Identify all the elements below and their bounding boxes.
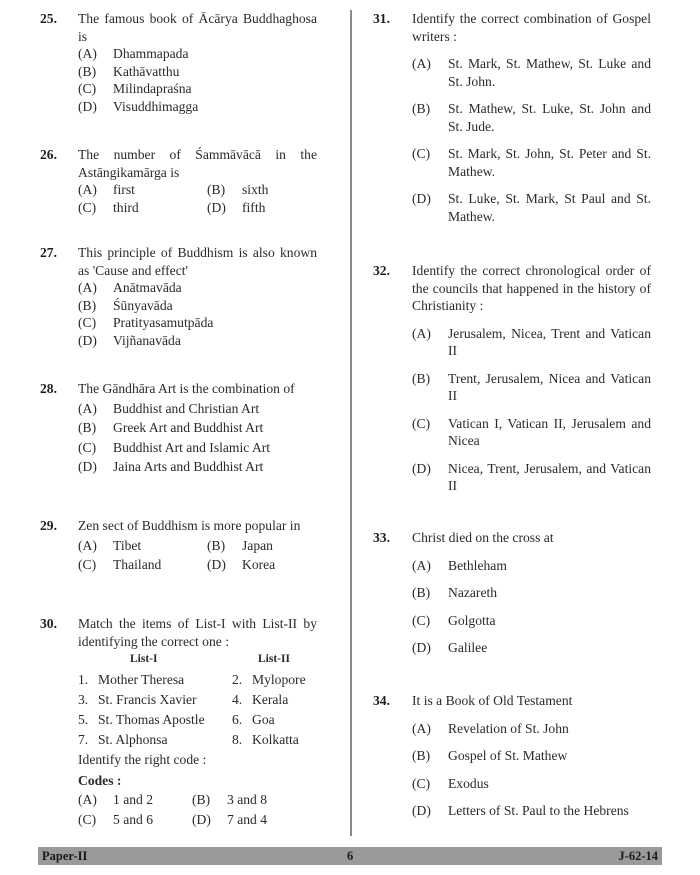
question-number: 30. bbox=[40, 616, 57, 631]
option-c[interactable] bbox=[78, 556, 207, 574]
question-number: 33. bbox=[373, 530, 390, 545]
option-d[interactable] bbox=[78, 98, 317, 116]
option-a[interactable] bbox=[78, 537, 207, 555]
paper-code: J-62-14 bbox=[618, 849, 658, 863]
question-number: 27. bbox=[40, 245, 57, 260]
match-lists bbox=[78, 651, 317, 750]
page-footer bbox=[38, 847, 662, 865]
option-label: (A) bbox=[78, 791, 97, 807]
option-text: Greek Art and Buddhist Art bbox=[113, 420, 264, 435]
option-d[interactable] bbox=[207, 556, 317, 574]
option-text: Bethleham bbox=[448, 557, 507, 573]
question-33 bbox=[373, 529, 651, 657]
option-label: (D) bbox=[412, 191, 431, 206]
option-text: Trent, Jerusalem, Nicea and Vatican II bbox=[448, 370, 651, 403]
identify-code-text: Identify the right code : bbox=[78, 752, 207, 767]
option-label: (A) bbox=[412, 325, 431, 341]
option-label: (B) bbox=[78, 297, 97, 313]
question-29 bbox=[40, 517, 317, 574]
question-stem: The Gāndhāra Art is the combination of bbox=[78, 381, 295, 396]
option-a[interactable] bbox=[78, 279, 317, 297]
option-label: (D) bbox=[78, 98, 97, 114]
option-text: Exodus bbox=[448, 775, 489, 791]
question-stem: It is a Book of Old Testament bbox=[412, 693, 573, 708]
question-number: 28. bbox=[40, 381, 57, 396]
question-stem: Zen sect of Buddhism is more popular in bbox=[78, 518, 301, 533]
option-d[interactable] bbox=[207, 199, 317, 217]
option-text: 5 and 6 bbox=[113, 811, 154, 827]
option-d[interactable] bbox=[412, 802, 651, 820]
option-label: (A) bbox=[78, 400, 97, 416]
option-text: Japan bbox=[242, 537, 273, 553]
option-label: (A) bbox=[412, 56, 431, 71]
option-label: (D) bbox=[192, 811, 211, 827]
list-1-item: St. Alphonsa bbox=[98, 732, 168, 747]
option-c[interactable] bbox=[78, 314, 317, 332]
option-text: third bbox=[113, 199, 139, 215]
option-d[interactable] bbox=[412, 190, 651, 225]
question-30 bbox=[40, 615, 317, 830]
option-label: (A) bbox=[78, 537, 97, 553]
list-row bbox=[78, 710, 317, 730]
option-b[interactable] bbox=[412, 584, 651, 602]
option-b[interactable] bbox=[412, 370, 651, 405]
option-label: (C) bbox=[412, 612, 431, 628]
question-stem: Christ died on the cross at bbox=[412, 530, 554, 545]
option-label: (C) bbox=[78, 557, 97, 572]
option-label: (A) bbox=[78, 46, 97, 61]
option-text: sixth bbox=[242, 182, 269, 197]
list-2-heading: List-II bbox=[258, 653, 290, 665]
list-1-item: St. Francis Xavier bbox=[98, 692, 197, 707]
list-2-number: 8. bbox=[232, 732, 243, 747]
option-c[interactable] bbox=[78, 810, 192, 830]
option-label: (C) bbox=[78, 81, 97, 96]
option-b[interactable] bbox=[412, 747, 651, 765]
column-divider bbox=[350, 10, 352, 836]
option-text: Pratityasamutpāda bbox=[113, 315, 214, 330]
option-text: Dhammapada bbox=[113, 46, 189, 61]
option-a[interactable] bbox=[78, 400, 317, 418]
option-b[interactable] bbox=[78, 297, 317, 315]
page-number: 6 bbox=[347, 849, 354, 863]
option-b[interactable] bbox=[412, 100, 651, 135]
option-text: Vijñanavāda bbox=[113, 332, 181, 348]
option-label: (B) bbox=[192, 791, 211, 807]
question-stem: Identify the correct combination of Gospel writers : bbox=[412, 11, 651, 44]
question-31 bbox=[373, 10, 651, 225]
list-2-item: Kolkatta bbox=[252, 732, 299, 747]
option-c[interactable] bbox=[412, 145, 651, 180]
option-label: (C) bbox=[412, 775, 431, 791]
option-label: (D) bbox=[78, 459, 97, 474]
option-d[interactable] bbox=[412, 639, 651, 657]
option-text: Vatican I, Vatican II, Jerusalem and Nicea bbox=[448, 415, 651, 448]
option-text: Letters of St. Paul to the Hebrens bbox=[448, 803, 629, 818]
paper-label: Paper-II bbox=[42, 849, 88, 863]
option-b[interactable] bbox=[78, 63, 317, 81]
option-a[interactable] bbox=[412, 557, 651, 575]
option-label: (B) bbox=[78, 63, 97, 79]
option-text: Golgotta bbox=[448, 612, 496, 628]
option-text: St. Mark, St. Mathew, St. Luke and St. John. bbox=[448, 56, 651, 89]
list-1-number: 5. bbox=[78, 712, 89, 727]
option-c[interactable] bbox=[412, 775, 651, 793]
option-c[interactable] bbox=[78, 80, 317, 98]
option-label: (A) bbox=[78, 280, 97, 295]
question-number: 29. bbox=[40, 518, 57, 533]
question-number: 34. bbox=[373, 693, 390, 708]
question-28 bbox=[40, 380, 317, 476]
option-text: Tibet bbox=[113, 537, 142, 553]
option-a[interactable] bbox=[78, 790, 192, 810]
option-text: Nicea, Trent, Jerusalem, and Vatican II bbox=[448, 460, 651, 493]
option-text: Visuddhimagga bbox=[113, 98, 199, 114]
list-row bbox=[78, 730, 317, 750]
option-label: (C) bbox=[78, 199, 97, 215]
option-a[interactable] bbox=[78, 45, 317, 63]
list-2-item: Goa bbox=[252, 712, 275, 727]
option-text: 7 and 4 bbox=[227, 811, 268, 827]
option-c[interactable] bbox=[78, 439, 317, 457]
option-text: first bbox=[113, 182, 135, 197]
option-text: Anātmavāda bbox=[113, 280, 182, 295]
option-label: (B) bbox=[412, 101, 431, 116]
option-text: Korea bbox=[242, 557, 276, 572]
list-row bbox=[78, 670, 317, 690]
option-text: Gospel of St. Mathew bbox=[448, 748, 568, 763]
option-text: Buddhist Art and Islamic Art bbox=[113, 439, 271, 455]
option-text: 3 and 8 bbox=[227, 791, 268, 807]
list-1-item: St. Thomas Apostle bbox=[98, 712, 205, 727]
option-label: (C) bbox=[78, 811, 97, 827]
option-label: (B) bbox=[78, 420, 97, 435]
option-d[interactable] bbox=[78, 332, 317, 350]
option-c[interactable] bbox=[412, 612, 651, 630]
option-b[interactable] bbox=[192, 790, 317, 810]
option-c[interactable] bbox=[412, 415, 651, 450]
question-25 bbox=[40, 10, 317, 115]
option-d[interactable] bbox=[412, 460, 651, 495]
option-text: Thailand bbox=[113, 557, 162, 572]
question-stem: The number of Śammāvācā in the Astāngikamārga is bbox=[78, 147, 317, 180]
option-label: (B) bbox=[207, 537, 226, 553]
option-a[interactable] bbox=[412, 55, 651, 90]
option-text: St. Luke, St. Mark, St Paul and St. Mathew. bbox=[448, 191, 651, 224]
question-number: 26. bbox=[40, 147, 57, 162]
list-2-number: 4. bbox=[232, 692, 243, 707]
list-1-heading: List-I bbox=[130, 653, 158, 665]
option-label: (D) bbox=[207, 557, 226, 572]
option-b[interactable] bbox=[78, 419, 317, 437]
option-text: St. Mathew, St. Luke, St. John and St. Jude. bbox=[448, 101, 651, 134]
option-d[interactable] bbox=[78, 458, 317, 476]
list-1-number: 3. bbox=[78, 692, 89, 707]
list-2-number: 6. bbox=[232, 712, 243, 727]
question-32 bbox=[373, 262, 651, 495]
option-label: (C) bbox=[412, 415, 431, 431]
option-text: Milindapraśna bbox=[113, 81, 192, 96]
question-34 bbox=[373, 692, 651, 820]
option-text: Śūnyavāda bbox=[113, 297, 173, 313]
option-label: (A) bbox=[78, 182, 97, 197]
question-26 bbox=[40, 146, 317, 216]
option-label: (D) bbox=[207, 199, 226, 215]
question-number: 31. bbox=[373, 11, 390, 26]
option-text: St. Mark, St. John, St. Peter and St. Mathew. bbox=[448, 146, 651, 179]
option-label: (B) bbox=[412, 585, 431, 600]
option-text: Buddhist and Christian Art bbox=[113, 400, 260, 416]
option-a[interactable] bbox=[412, 325, 651, 360]
question-number: 32. bbox=[373, 263, 390, 278]
list-row bbox=[78, 690, 317, 710]
option-label: (A) bbox=[412, 557, 431, 573]
option-text: Kathāvatthu bbox=[113, 63, 180, 79]
option-text: Galilee bbox=[448, 640, 488, 655]
list-1-number: 7. bbox=[78, 732, 89, 747]
question-number: 25. bbox=[40, 11, 57, 26]
list-1-item: Mother Theresa bbox=[98, 672, 185, 687]
option-label: (D) bbox=[412, 640, 431, 655]
option-a[interactable] bbox=[412, 720, 651, 738]
option-a[interactable] bbox=[78, 181, 207, 199]
question-stem: This principle of Buddhism is also known as 'Cause and effect' bbox=[78, 245, 317, 278]
option-label: (B) bbox=[412, 748, 431, 763]
option-label: (B) bbox=[207, 182, 226, 197]
option-text: 1 and 2 bbox=[113, 791, 154, 807]
option-label: (A) bbox=[412, 720, 431, 736]
option-label: (C) bbox=[78, 439, 97, 455]
option-label: (C) bbox=[78, 315, 97, 330]
option-b[interactable] bbox=[207, 181, 317, 199]
option-label: (B) bbox=[412, 370, 431, 386]
option-c[interactable] bbox=[78, 199, 207, 217]
option-text: Revelation of St. John bbox=[448, 720, 569, 736]
codes-title: Codes : bbox=[78, 773, 122, 788]
option-text: Jerusalem, Nicea, Trent and Vatican II bbox=[448, 325, 651, 358]
option-text: Nazareth bbox=[448, 585, 498, 600]
list-2-item: Kerala bbox=[252, 692, 289, 707]
list-2-item: Mylopore bbox=[252, 672, 306, 687]
option-label: (D) bbox=[412, 460, 431, 476]
option-text: Jaina Arts and Buddhist Art bbox=[113, 459, 264, 474]
option-d[interactable] bbox=[192, 810, 317, 830]
option-label: (D) bbox=[412, 803, 431, 818]
question-27 bbox=[40, 244, 317, 349]
option-label: (C) bbox=[412, 146, 431, 161]
option-b[interactable] bbox=[207, 537, 317, 555]
question-stem: Match the items of List-I with List-II by identifying the correct one : bbox=[78, 616, 317, 649]
question-stem: Identify the correct chronological order of the councils that happened in the history of Christianity : bbox=[412, 263, 651, 313]
option-text: fifth bbox=[242, 199, 266, 215]
list-1-number: 1. bbox=[78, 672, 89, 687]
list-2-number: 2. bbox=[232, 672, 243, 687]
option-label: (D) bbox=[78, 332, 97, 348]
question-stem: The famous book of Ācārya Buddhaghosa is bbox=[78, 11, 317, 44]
